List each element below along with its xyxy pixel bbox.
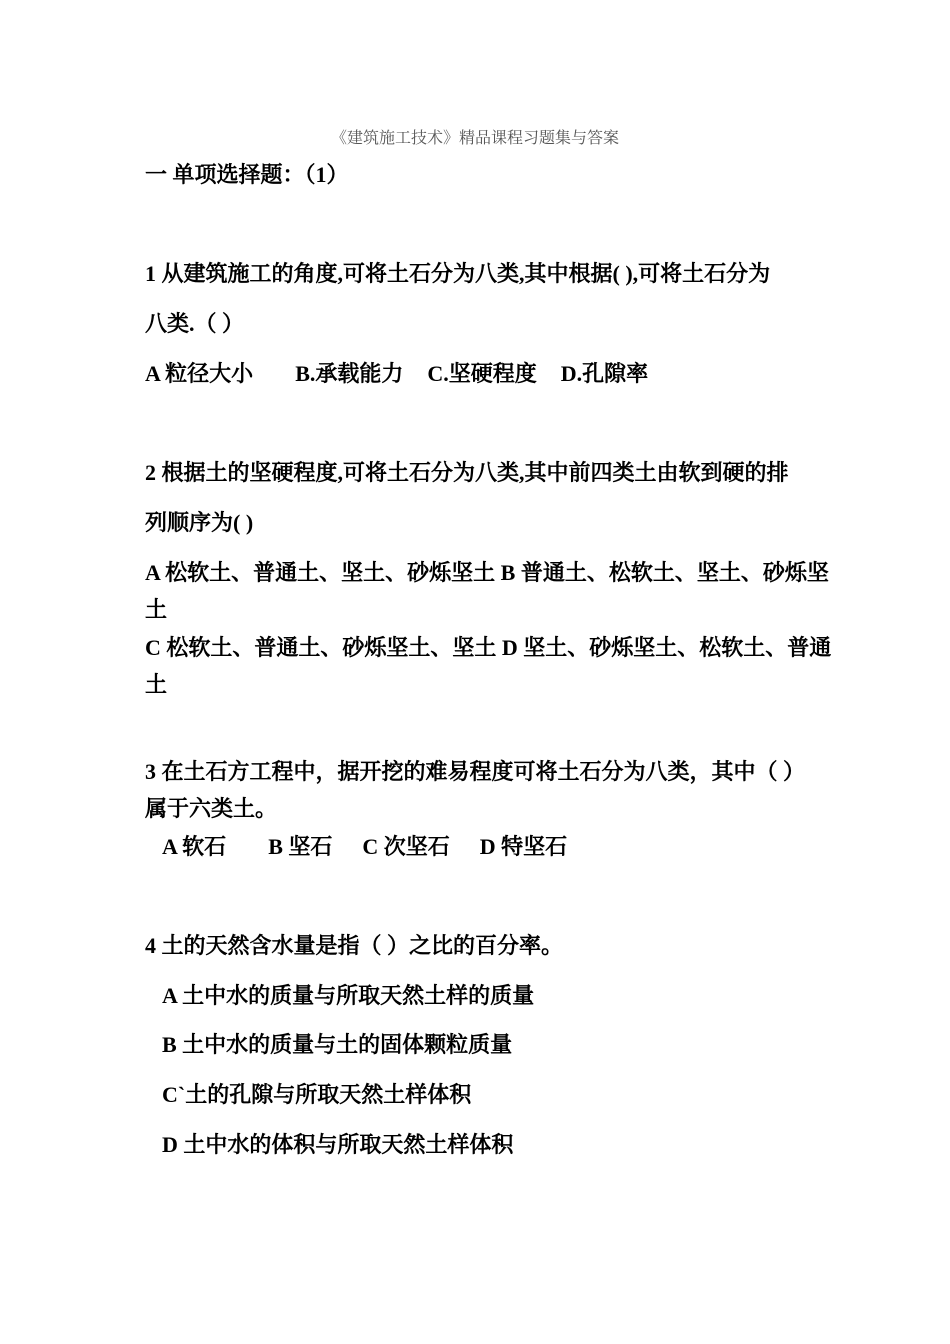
question-4-option-a: A 土中水的质量与所取天然土样的质量: [162, 983, 535, 1008]
question-1-option-b: B.承载能力: [295, 361, 404, 386]
question-1-stem-line-2: 八类.（ ）: [145, 311, 245, 336]
question-2-options-line-3: C 松软土、普通土、砂烁坚土、坚土 D 坚土、砂烁坚土、松软土、普通: [145, 635, 832, 660]
question-4-option-c: C`土的孔隙与所取天然土样体积: [162, 1082, 472, 1107]
question-3-option-b: B 坚石: [268, 834, 333, 859]
question-1-options: [145, 360, 648, 388]
question-3-option-d: D 特坚石: [479, 834, 568, 859]
question-3-stem-line-1: 3 在土石方工程中，据开挖的难易程度可将土石分为八类，其中（ ）: [145, 759, 806, 784]
question-1-option-d: D.孔隙率: [560, 361, 649, 386]
question-4-option-b: B 土中水的质量与土的固体颗粒质量: [162, 1032, 513, 1057]
question-3-stem-line-2: 属于六类土。: [145, 796, 278, 821]
question-2-stem-line-2: 列顺序为( ): [145, 510, 254, 535]
question-3-option-c: C 次坚石: [362, 834, 450, 859]
question-2-stem-line-1: 2 根据土的坚硬程度,可将土石分为八类,其中前四类土由软到硬的排: [145, 460, 789, 485]
question-3-options: [162, 833, 567, 861]
question-1-option-a: A 粒径大小: [145, 361, 254, 386]
question-4-stem: 4 土的天然含水量是指（ ）之比的百分率。: [145, 933, 564, 958]
question-1-stem-line-1: 1 从建筑施工的角度,可将土石分为八类,其中根据( ),可将土石分为: [145, 261, 771, 286]
question-4-option-d: D 土中水的体积与所取天然土样体积: [162, 1132, 514, 1157]
question-2-options-line-2: 土: [145, 597, 168, 622]
question-2-options-line-1: A 松软土、普通土、坚土、砂烁坚土 B 普通土、松软土、坚土、砂烁坚: [145, 560, 829, 585]
document-header: 《建筑施工技术》精品课程习题集与答案: [330, 130, 619, 147]
question-2-options-line-4: 土: [145, 672, 168, 697]
question-3-option-a: A 软石: [162, 834, 227, 859]
question-1-option-c: C.坚硬程度: [427, 361, 537, 386]
section-title: 一 单项选择题：（1）: [145, 162, 349, 187]
